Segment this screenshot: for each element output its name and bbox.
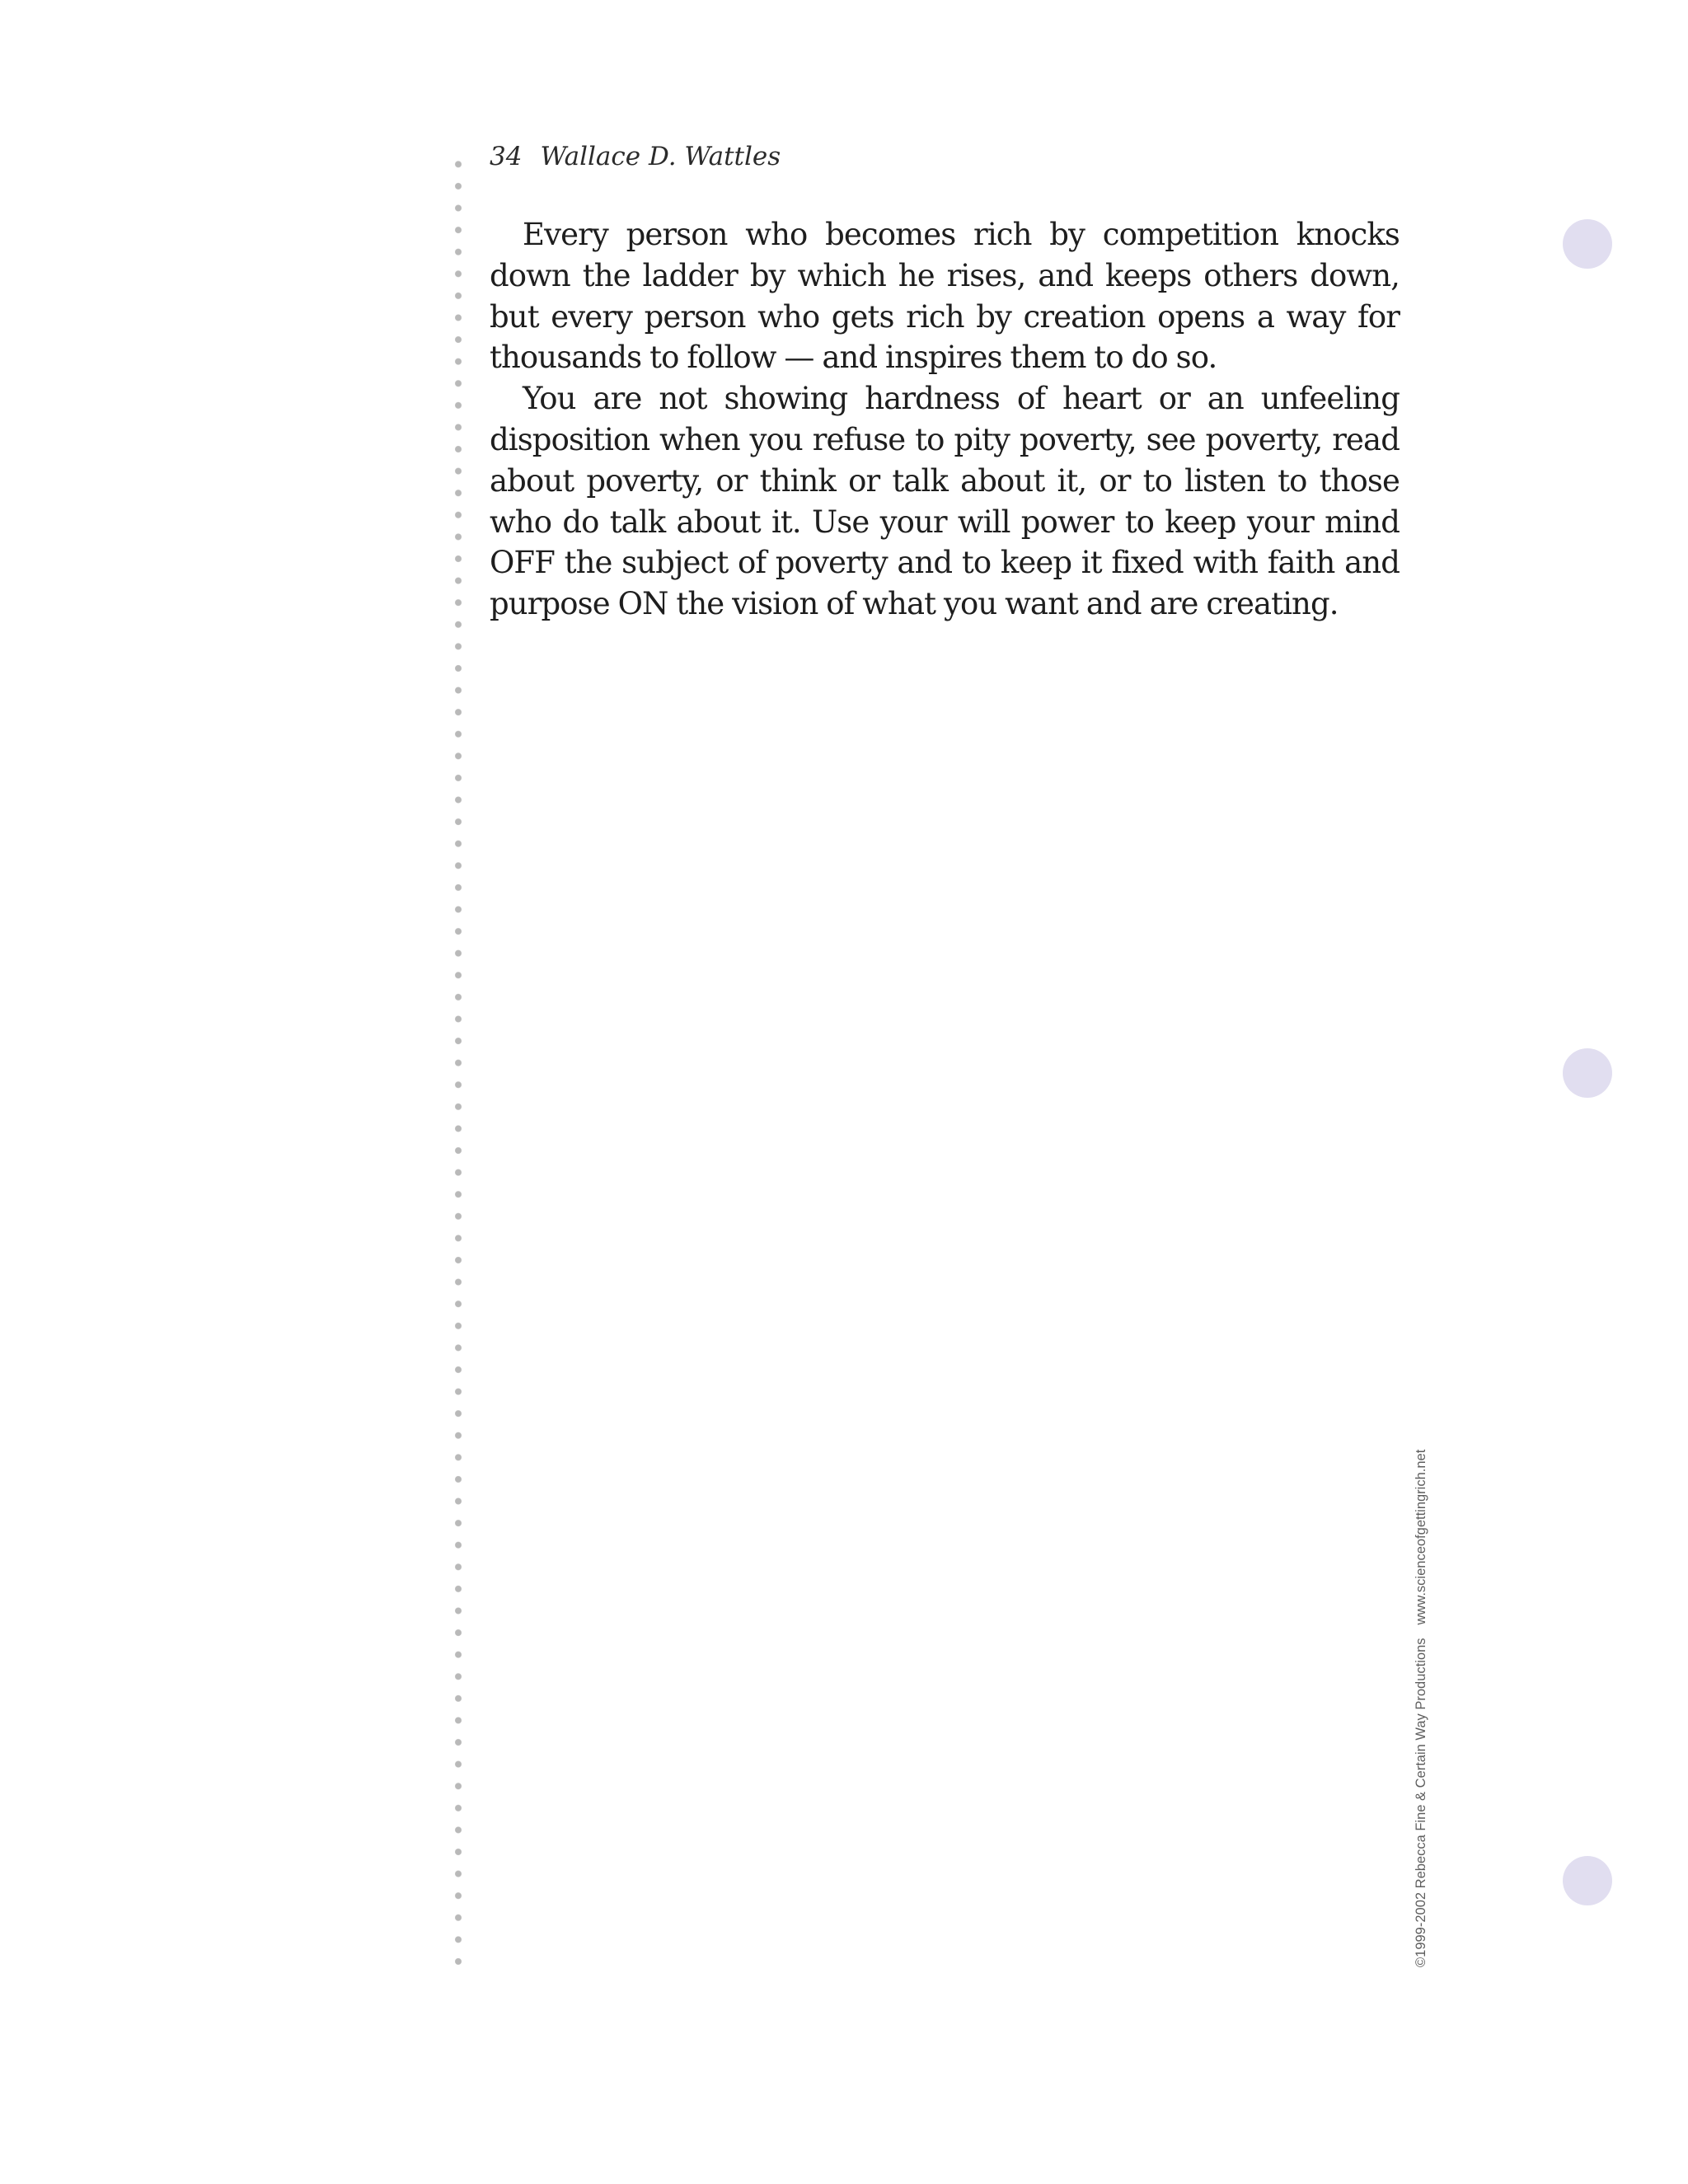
author-name: Wallace D. Wattles <box>540 142 781 171</box>
binder-hole-middle <box>1563 1048 1612 1098</box>
copyright-notice <box>1410 1415 1432 1967</box>
page-number: 34 <box>490 142 523 171</box>
binder-hole-bottom <box>1563 1856 1612 1905</box>
binder-hole-top <box>1563 219 1612 269</box>
running-head <box>490 140 781 173</box>
paragraph: You are not showing hardness of heart or an unfeeling disposition when you refuse to pity poverty, see poverty, read about poverty, or think or talk about it, or to listen to those who do talk about it. Use your will power to keep your mind OFF the subject of poverty and to keep it fixed with faith and purpose ON the vision of what you want and are creating. <box>490 381 1400 622</box>
copyright-text: ©1999-2002 Rebecca Fine & Certain Way Productions <box>1414 1638 1428 1967</box>
perforation-dots <box>454 153 462 1971</box>
website-url: www.scienceofgettingrich.net <box>1414 1449 1428 1625</box>
paragraph: Every person who becomes rich by competition knocks down the ladder by which he rises, and keeps others down, but every person who gets rich by creation opens a way for thousands to follow — and inspires them to do so. <box>490 217 1400 376</box>
body-text <box>490 214 1400 625</box>
